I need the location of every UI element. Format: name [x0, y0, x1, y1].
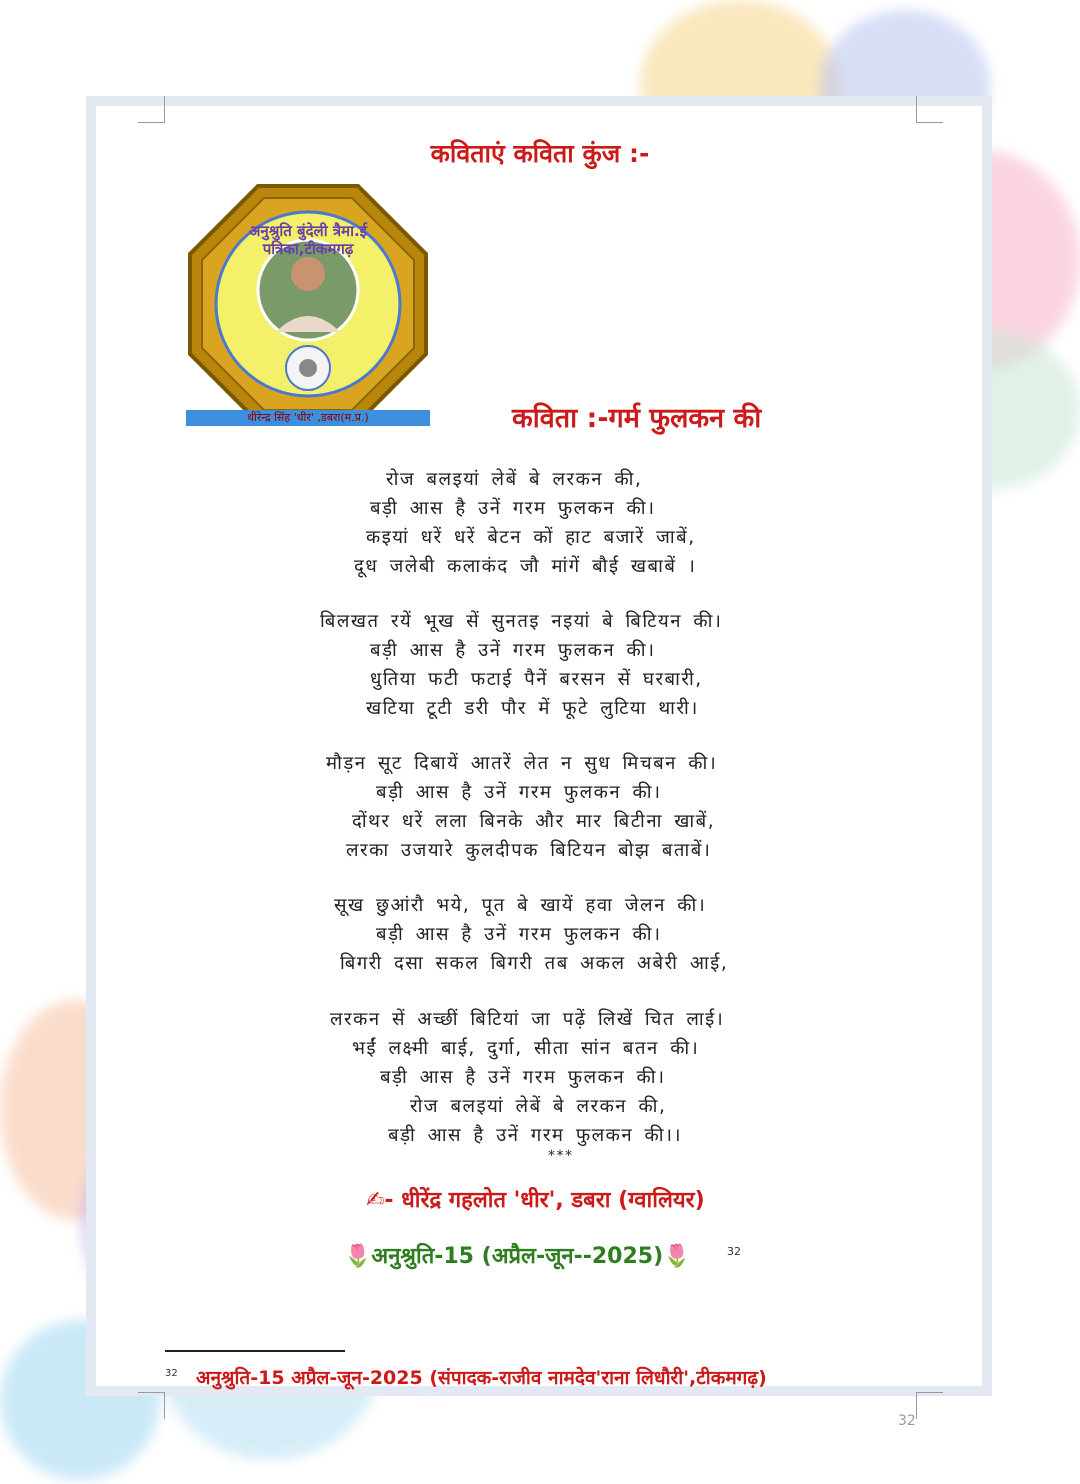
issue-text: अनुश्रुति-15 (अप्रैल-जून--2025) — [371, 1244, 664, 1269]
poem-line: बिगरी दसा सकल बिगरी तब अकल अबेरी आई, — [340, 953, 729, 974]
footnote-number: 32 — [165, 1368, 178, 1379]
poem-line: बड़ी आस है उनें गरम फुलकन की। — [376, 924, 662, 945]
crop-mark-bottom-left — [138, 1392, 165, 1419]
poem-line: मौड़न सूट दिबायें आतरें लेत न सुध मिचबन की। — [326, 753, 718, 774]
poem-line: दूध जलेबी कलाकंद जौ मांगें बौई खबाबें । — [354, 556, 697, 577]
flower-icon: 🌷 — [663, 1244, 691, 1269]
poem-line: लरकन सें अच्छीं बिटियां जा पढ़ें लिखें चित लाई। — [330, 1009, 725, 1030]
page-number: 32 — [898, 1413, 916, 1429]
footnote-divider — [165, 1350, 345, 1352]
poem-line: रोज बलइयां लेबें बे लरकन की, — [410, 1096, 667, 1117]
section-title: कविताएं कविता कुंज :- — [430, 139, 650, 168]
poem-line: कइयां धरें धरें बेटन कों हाट बजारें जाबें, — [366, 527, 696, 548]
poem-line: लरका उजयारे कुलदीपक बिटियन बोझ बताबें। — [346, 840, 712, 861]
poem-title: कविता :-गर्म फुलकन की — [512, 403, 762, 434]
logo-caption: धीरेन्द्र सिंह 'धीर' ,डबरा(म.प्र.) — [186, 410, 430, 426]
crop-mark-bottom-right — [916, 1392, 943, 1419]
crop-mark-top-left — [138, 96, 165, 123]
magazine-logo-emblem — [186, 182, 430, 426]
poem-line: बड़ी आस है उनें गरम फुलकन की। — [370, 498, 656, 519]
logo-ring-text: अनुश्रुति बुंदेली त्रैमा.ई पत्रिका,टीकमगढ़ — [248, 222, 368, 258]
poem-line: भईं लक्ष्मी बाई, दुर्गा, सीता सांन बतन की। — [352, 1038, 700, 1059]
poem-line: दोंथर धरें लला बिनके और मार बिटीना खाबें, — [352, 811, 716, 832]
poem-line: बड़ी आस है उनें गरम फुलकन की। — [380, 1067, 666, 1088]
poem-line: बड़ी आस है उनें गरम फुलकन की।। — [388, 1125, 683, 1146]
poem-line: बड़ी आस है उनें गरम फुलकन की। — [376, 782, 662, 803]
poem-line: रोज बलइयां लेबें बे लरकन की, — [386, 469, 643, 490]
poem-line: खटिया टूटी डरी पौर में फूटे लुटिया थारी। — [366, 698, 699, 719]
poem-line: धुतिया फटी फटाई पैनें बरसन सें घरबारी, — [370, 669, 703, 690]
footnote-text: अनुश्रुति-15 अप्रैल-जून-2025 (संपादक-राजीव नामदेव'राना लिधौरी',टीकमगढ़) — [196, 1367, 767, 1389]
author-credit: ✍- धीरेंद्र गहलोत 'धीर', डबरा (ग्वालियर) — [366, 1188, 705, 1213]
poem-line: बड़ी आस है उनें गरम फुलकन की। — [370, 640, 656, 661]
crop-mark-top-right — [916, 96, 943, 123]
poem-end-mark: *** — [548, 1148, 574, 1164]
issue-superscript-number: 32 — [727, 1245, 741, 1258]
poem-line: सूख छुआंरौ भये, पूत बे खायें हवा जेलन की। — [334, 895, 707, 916]
poem-line: बिलखत रयें भूख सें सुनतइ नइयां बे बिटियन की। — [320, 611, 723, 632]
flower-icon: 🌷 — [344, 1244, 372, 1269]
issue-label — [344, 1240, 691, 1270]
